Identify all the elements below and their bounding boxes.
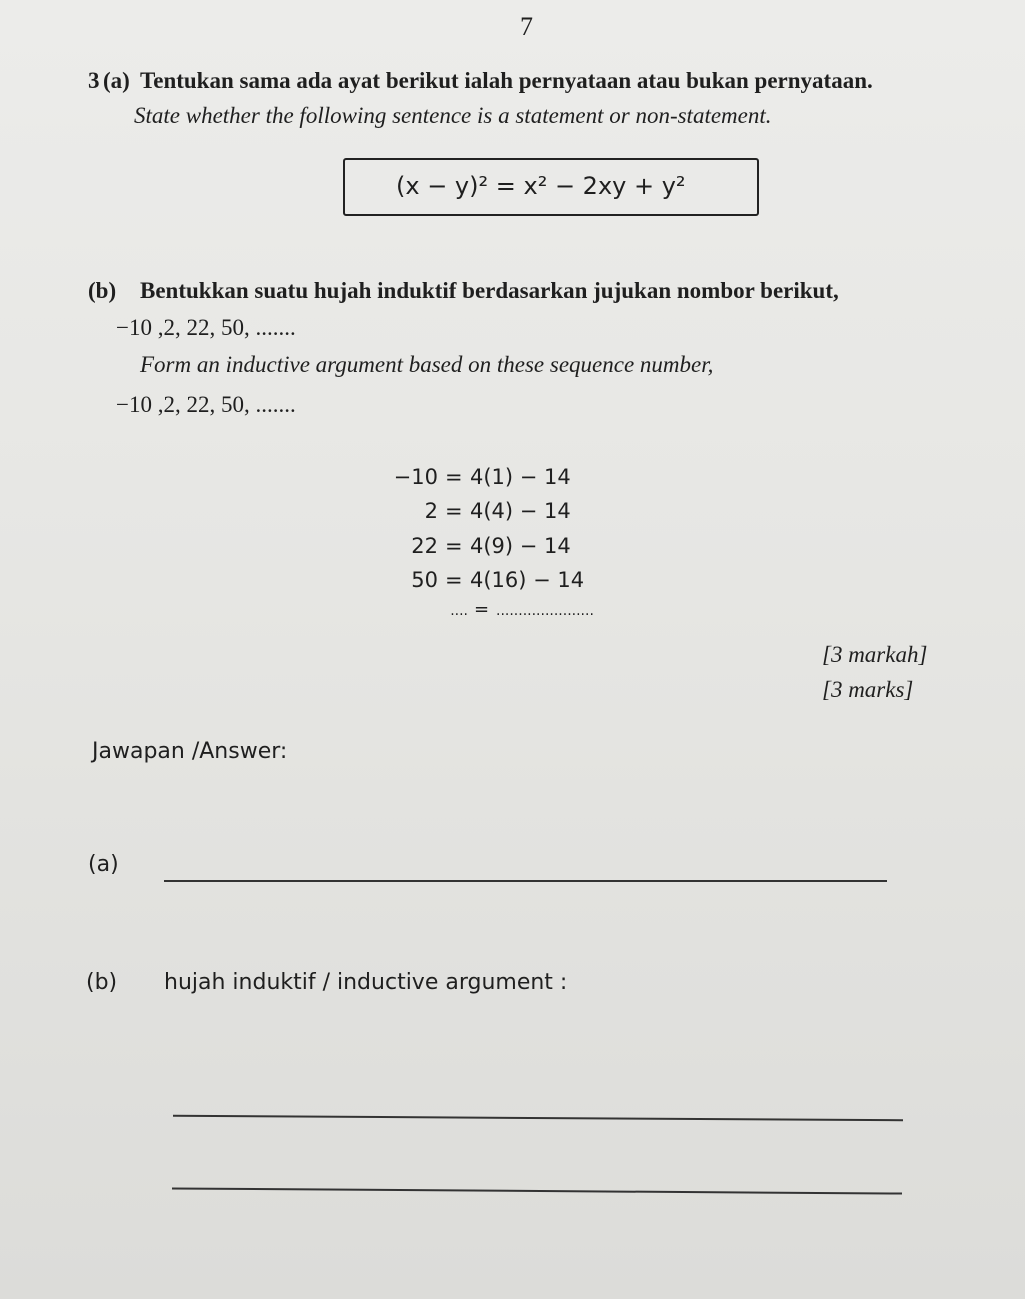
equation-rhs-blank: ...................... <box>496 603 594 619</box>
equation-rhs: 4(1) − 14 <box>470 465 571 489</box>
equation-lhs: 50 <box>411 568 438 592</box>
marks-malay: [3 markah] <box>822 642 928 667</box>
answer-b-line-2[interactable] <box>172 1187 902 1194</box>
answer-heading: Jawapan /Answer: <box>92 739 288 764</box>
equation-sign: = <box>445 568 463 592</box>
answer-part-a-label: (a) <box>88 852 119 877</box>
answer-part-b-text: hujah induktif / inductive argument : <box>164 970 568 995</box>
equation-sign: = <box>445 465 463 489</box>
question-part-b-label: (b) <box>88 278 117 303</box>
question-b-malay-text: Bentukkan suatu hujah induktif berdasarkan jujukan nombor berikut, <box>140 278 839 303</box>
question-part-a-label: (a) <box>103 68 130 93</box>
equation-sign: = <box>445 534 463 558</box>
marks-english: [3 marks] <box>822 677 914 702</box>
sequence-malay: −10 ,2, 22, 50, ....... <box>116 315 296 340</box>
answer-part-b-label: (b) <box>86 970 118 995</box>
question-number: 3 <box>88 68 100 93</box>
question-a-english-text: State whether the following sentence is a statement or non-statement. <box>134 103 772 128</box>
equation-lhs-blank: .... <box>450 603 468 619</box>
equation-lhs: 2 <box>424 499 438 523</box>
equation-rhs: 4(4) − 14 <box>470 499 571 523</box>
question-b-english-text: Form an inductive argument based on these sequence number, <box>140 352 714 377</box>
answer-a-line[interactable] <box>164 880 887 882</box>
formula: (x − y)² = x² − 2xy + y² <box>396 172 686 200</box>
sequence-english: −10 ,2, 22, 50, ....... <box>116 392 296 417</box>
page-number: 7 <box>520 12 533 41</box>
equation-rhs: 4(16) − 14 <box>470 568 585 592</box>
answer-b-line-1[interactable] <box>173 1115 903 1121</box>
equation-rhs: 4(9) − 14 <box>470 534 571 558</box>
equation-lhs: 22 <box>411 534 438 558</box>
equation-lhs: −10 <box>393 465 438 489</box>
question-a-malay-text: Tentukan sama ada ayat berikut ialah pernyataan atau bukan pernyataan. <box>140 68 873 93</box>
equation-sign: = <box>445 499 463 523</box>
equation-sign: = <box>474 599 490 620</box>
